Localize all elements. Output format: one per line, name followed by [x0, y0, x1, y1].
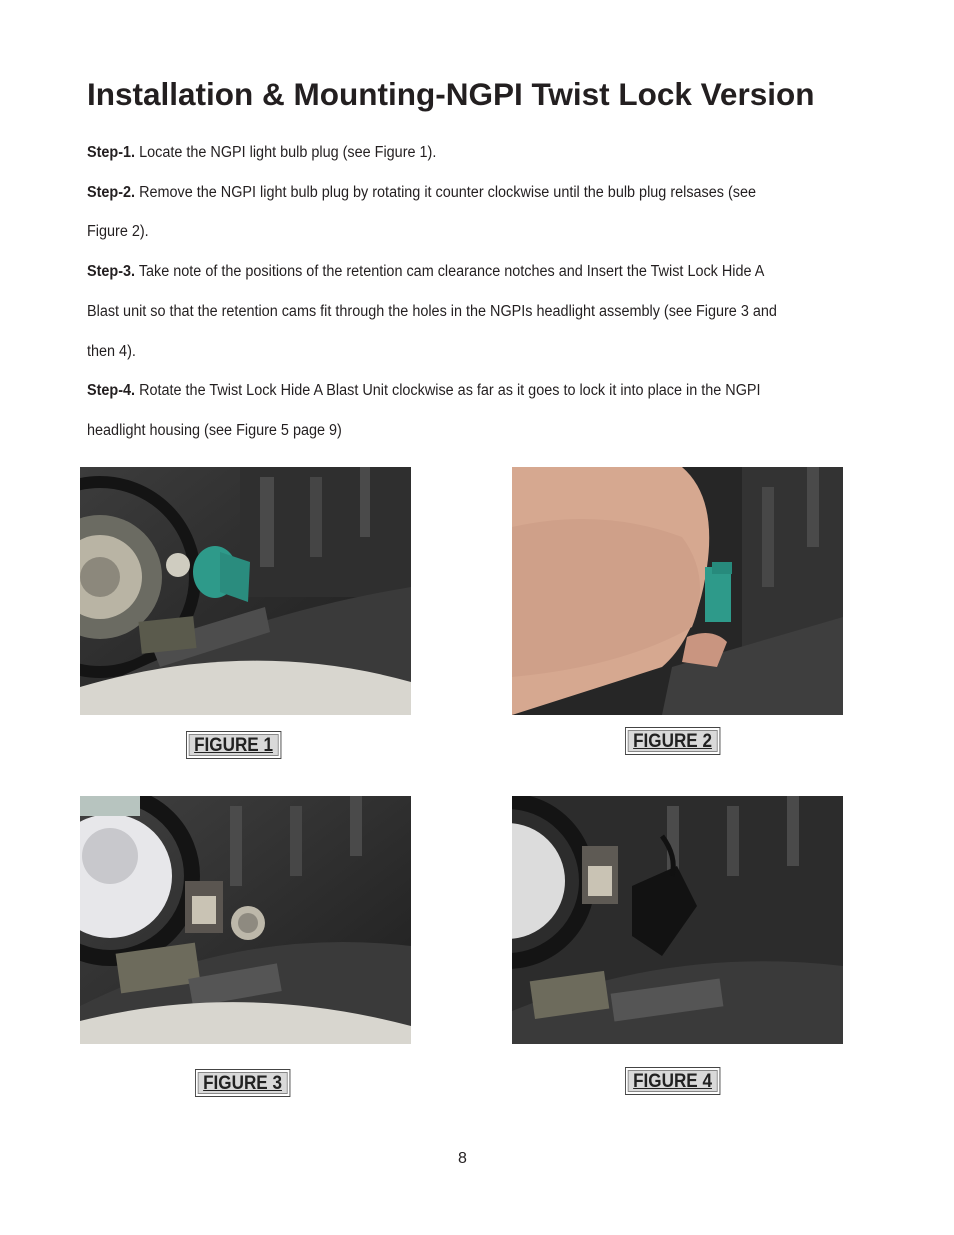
figure-4-caption: FIGURE 4 [625, 1067, 720, 1095]
step-text: Rotate the Twist Lock Hide A Blast Unit clockwise as far as it goes to lock it into place in the NGPI headlight housing (see Figure 5 page 9) [87, 382, 761, 439]
step-text: Remove the NGPI light bulb plug by rotating it counter clockwise until the bulb plug relsases (see Figure 2). [87, 183, 757, 241]
page-number: 8 [458, 1150, 467, 1167]
step-2 [87, 173, 785, 252]
step-label: Step-1. [87, 144, 136, 161]
step-1 [87, 133, 785, 173]
instruction-steps [87, 133, 785, 451]
step-label: Step-4. [87, 382, 136, 400]
figure-3-photo [80, 796, 411, 1044]
figure-2-photo [512, 467, 843, 715]
figure-1-photo [80, 467, 411, 715]
step-text: Take note of the positions of the retention cam clearance notches and Insert the Twist Lock Hide A Blast unit so that the retention cams fit through the holes in the NGPIs headlight assembly (see Figure 3 and then 4). [87, 263, 777, 360]
figure-2-caption: FIGURE 2 [625, 727, 720, 755]
step-4 [87, 371, 785, 450]
step-text: Locate the NGPI light bulb plug (see Figure 1). [135, 144, 437, 161]
page-title: Installation & Mounting-NGPI Twist Lock Version [87, 76, 815, 112]
step-label: Step-3. [87, 263, 136, 281]
figure-3-caption: FIGURE 3 [195, 1069, 290, 1097]
figure-4-photo [512, 796, 843, 1044]
step-3 [87, 252, 785, 371]
step-label: Step-2. [87, 183, 136, 201]
figure-1-caption: FIGURE 1 [186, 731, 281, 759]
